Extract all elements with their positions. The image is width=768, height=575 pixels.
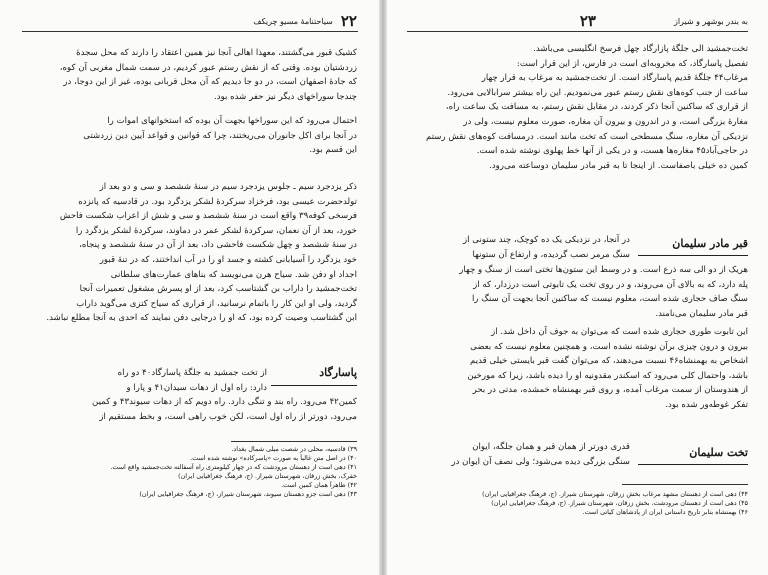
- book-gutter: [379, 0, 387, 575]
- footnote: ۳۹) قادسیه، محلی در شصت میلی شمال بغداد.: [231, 445, 357, 453]
- side-heading: پاسارگاد: [319, 366, 357, 379]
- text-line: از قراری که ساکنین آنجا ذکر کردند، در مقابل نقش رستم، به مسافت یک ساعت راه،: [445, 102, 748, 113]
- running-title: سیاحتنامهٔ مسیو چریکف: [253, 16, 333, 26]
- text-line: اجداد او دفن شد. سیاح هرن می‌نویسد که بناهای عمارت‌های سلطانی: [110, 269, 357, 280]
- text-line: تخت‌جمشید الی جلگهٔ پازارگاد چهل فرسخ انگلیسی می‌باشد.: [533, 44, 748, 54]
- text-line: بیرون و درون چیزی برآن نوشته نشده است، و همچنین معلوم نیست که بعضی: [470, 341, 748, 352]
- paragraph: [408, 440, 630, 469]
- text-line: تفصیل پاسارگاد، که مخروبه‌ای است در فارس، از این قرار است:: [516, 58, 748, 69]
- text-line: اشخاص به بهمنشاه۴۶ نسبت می‌دهند، که می‌توان گفت قبر بایستی خیلی قدیم: [469, 356, 748, 367]
- right-page: [387, 0, 768, 575]
- footnote: ۴۰) در اصل متن غالباً به صورت «پاسرکاده» نوشته شده است.: [190, 454, 357, 462]
- footnote: ۴۴) دهی است از دهستان مشهد مرغاب بخش زرقان، شهرستان شیراز. (ج، فرهنگ جغرافیایی ایران): [482, 490, 748, 498]
- side-heading: تخت سلیمان: [689, 446, 748, 459]
- paragraph: [23, 366, 267, 395]
- footnotes: [23, 445, 357, 499]
- left-page: [0, 0, 379, 575]
- footnote: ۴۱) دهی است از دهستان مرودشت که در چهار کیلومتری راه آسفالته تخت‌جمشید واقع است.: [110, 463, 357, 471]
- text-line: گردید، ولی او این کار را باتمام نرسانید، از قراری که سیاح کتزی می‌گوید داراب: [76, 298, 357, 309]
- text-line: از تخت جمشید به جلگهٔ پاسارگاد۴۰ دو راه: [117, 368, 267, 378]
- text-line: سنگ مرمر نصب گردیده، و ارتفاع آن ستونها: [472, 249, 630, 260]
- side-heading-rule: [638, 464, 748, 465]
- side-heading: قبر مادر سلیمان: [672, 237, 748, 250]
- text-line: فرسخی کوفه۳۹ واقع است در سنهٔ ششصد و سی و شش از اعراب شکست فاحش: [59, 211, 357, 222]
- text-line: زردشتیان بوده. وقتی که از نقش رستم عبور کردیم، در سمت شمال مغربی آن کوه،: [59, 62, 357, 73]
- text-line: از هندوستان از سمت مرغاب آمده، و روی قبر بهمنشاه خمشده، مدتی در بحر: [472, 385, 748, 396]
- side-heading-rule: [271, 385, 357, 386]
- text-line: تخت‌جمشید را داراب بن گشتاسب کرد، بعد از او پسرش مشغول تعمیرات آنجا: [79, 284, 357, 295]
- side-heading-rule: [638, 255, 748, 256]
- footnotes: [408, 490, 748, 517]
- header-rule: [407, 31, 748, 32]
- text-line: کمین ده خیلی باصفاست. از اینجا تا به قبر مادر سلیمان دوساعته می‌رود.: [489, 160, 748, 171]
- text-line: که جادهٔ اصفهان است، در دو جا دیدیم که آن محل قربانی بوده، غیر از این دوجا، در: [63, 77, 357, 88]
- text-line: پله دارد، که به بالای آن می‌روند، و در روی تخت یک تابوتی است درزدار، که از: [473, 279, 748, 290]
- left-page-header: [253, 12, 357, 30]
- footnote-rule: [231, 441, 357, 442]
- footnote: ۴۵) دهی است از دهستان مرودشت، بخش زرقان، شهرستان شیراز. (ج، فرهنگ جغرافیایی ایران): [491, 499, 748, 507]
- text-line: نزدیکی آن مغاره، سنگ مسطحی است که تخت مانند است. درمسافت کوه‌های نقش رستم: [425, 131, 748, 142]
- footnote: ۴۳) دهی است جزو دهستان سیوند، شهرستان شیراز، (ج، فرهنگ جغرافیایی ایران): [139, 490, 357, 498]
- text-line: کشیک قبور می‌گشتند، معهذا اهالی آنجا نیز همین اعتقاد را دارند که محل سجدهٔ: [76, 48, 357, 58]
- text-line: مغارهٔ بزرگی است، و در اندرون و بیرون آن مغاره، صورت معلوم نیست، ولی در: [463, 116, 748, 127]
- footnote: ۴۶) بهمنشاه بنابر تاریخ داستانی ایران از پادشاهان کیانی است.: [582, 508, 748, 516]
- text-line: در آنجا برای اکل جانوران می‌ریختند، چرا که قوانین و قواعد آیین دین زردشتی: [83, 130, 357, 141]
- paragraph: [408, 325, 748, 413]
- text-line: دارد: راه اول از دهات سیدان۴۱ و پارا و: [126, 382, 267, 393]
- paragraph: [23, 46, 357, 104]
- text-line: باشد، واحتمال کلی می‌رود که اسکندر مقدونیه او را دیده باشد، زیرا که مورخین: [467, 370, 748, 381]
- text-line: احتمال می‌رود که این سوراخها بجهت آن بوده که استخوانهای اموات را: [107, 116, 357, 126]
- page-number: ۲۳: [579, 12, 596, 30]
- paragraph-continued: [408, 263, 748, 321]
- text-line: این قسم بود.: [309, 145, 357, 156]
- paragraph: [408, 42, 748, 173]
- text-line: کمین۴۲ می‌رود. راه بند و تنگی دارد. راه دویم که از دهات سیوند۴۳ و کمین: [92, 397, 357, 407]
- right-page-header: [580, 12, 748, 30]
- text-line: می‌رود، دورتر از راه اول است، لکن خوب راهی است، و بخط مستقیم از: [99, 411, 357, 422]
- paragraph: [23, 180, 357, 326]
- page-number: ۲۲: [340, 12, 357, 30]
- text-line: این تابوت طوری حجاری شده است که می‌توان به جوف آن داخل شد. از: [491, 327, 748, 337]
- running-title: به بندر بوشهر و شیراز: [673, 16, 748, 26]
- text-line: تولدحضرت عیسی بود، فرخزاد سرکردهٔ لشکر یزدگرد بود. در قادسیه که پانزده: [78, 196, 357, 207]
- text-line: ذکر یزدجرد سیم ـ جلوس یزدجرد سیم در سنهٔ ششصد و سی و دو بعد از: [99, 182, 357, 192]
- text-line: چندجا سوراخهای دیگر نیز حفر شده بود.: [214, 91, 357, 102]
- text-line: ساعت از جنب کوه‌های نقش رستم عبور می‌نمودیم. این راه بیشتر سرابالایی می‌رود.: [447, 87, 748, 98]
- text-line: قبر مادر سلیمان می‌نامند.: [655, 308, 748, 319]
- text-line: سنگی بزرگی دیده می‌شود؛ ولی نصف آن ایوان در: [451, 456, 630, 467]
- footnote: خفرک، بخش زرقان، شهرستان شیراز. (ج، فرهنگ جغرافیایی ایران): [178, 472, 357, 480]
- paragraph: [23, 114, 357, 158]
- text-line: مرغاب۴۴ جلگهٔ قدیم پاسارگاد است. از تخت‌جمشید به مرغاب به قرار چهار: [481, 73, 748, 84]
- text-line: در سنهٔ ششصد و چهل شکست فاحشی داد، بعد از آن در سنهٔ ششصد و پنجاه،: [79, 240, 357, 251]
- text-line: تفکر غوطه‌ور شده بود.: [665, 399, 748, 410]
- footnote: ۴۲) ظاهراً همان کمین است.: [281, 481, 357, 489]
- text-line: سنگ صاف حجاری شده است، معلوم نیست که ساکنین آنجا بجهت آن سنگ را: [472, 294, 748, 305]
- text-line: در آنجا، در نزدیکی یک ده کوچک، چند ستونی از: [463, 235, 630, 245]
- paragraph: [408, 233, 630, 262]
- paragraph-continued: [23, 395, 357, 424]
- header-rule: [22, 31, 358, 32]
- text-line: هریک از دو الی سه ذرع است. و در وسط این ستون‌ها تختی است از سنگ و چهار: [459, 265, 748, 275]
- text-line: خورد، بعد از آن نعمان، سرکردهٔ لشکر عمر در دماوند، سرکردهٔ لشکر یزدگرد را: [75, 225, 357, 236]
- text-line: ابن گشتاسب وصیت کرده بود، که او را درجایی دفن نمایند که احدی به آنجا مطلع نباشد.: [46, 313, 357, 324]
- text-line: قدری دورتر از همان قبر و همان جلگه، ایوان: [472, 442, 630, 452]
- text-line: در حاجی‌آباد۴۵ مغاره‌ها هست، و در یکی از آنها خط پهلوی نوشته شده است.: [476, 146, 748, 157]
- text-line: خود یزدگرد را آسیابانی کشته و جسد او را در آب انداختند، که در تنهٔ قبور: [99, 254, 357, 265]
- footnote-rule: [622, 484, 748, 485]
